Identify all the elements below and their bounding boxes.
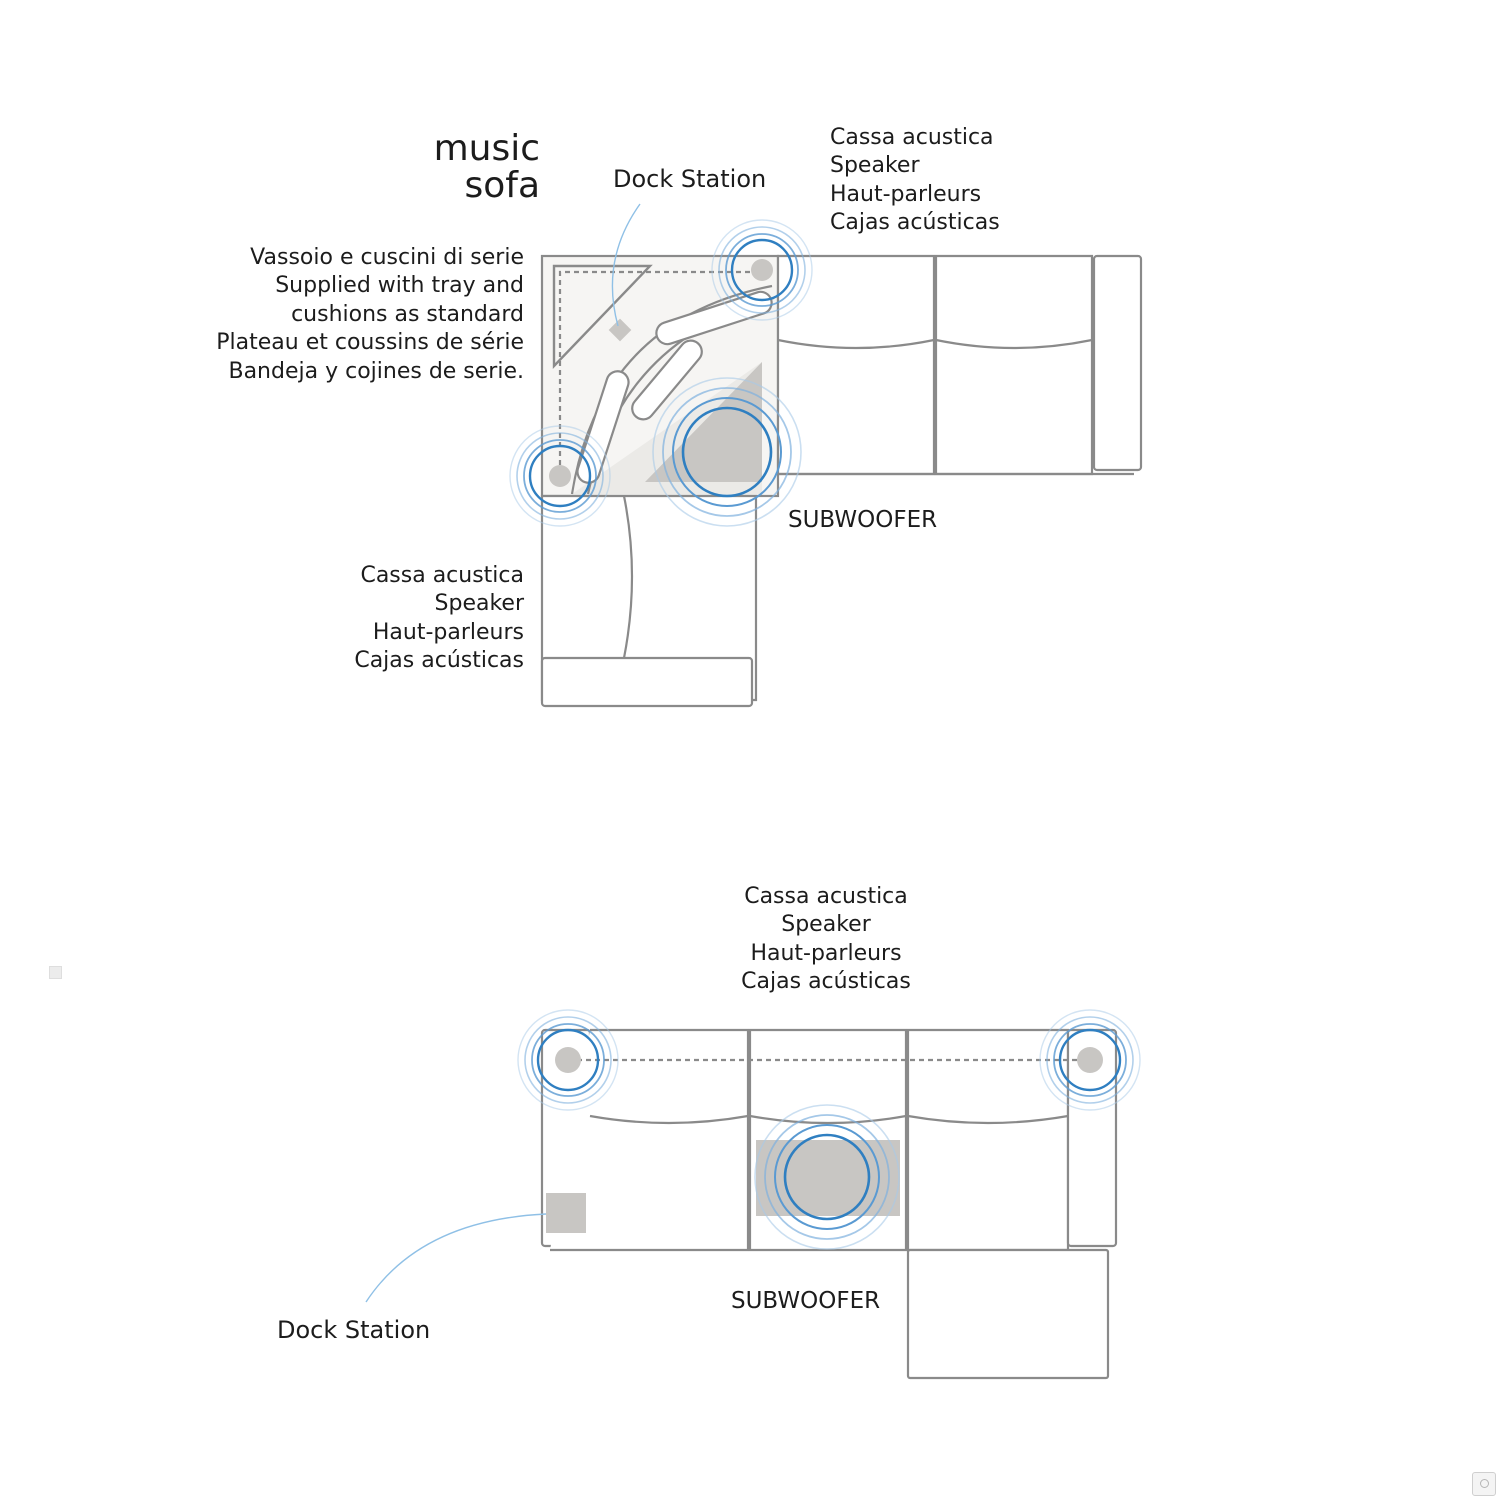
product-title (420, 130, 540, 204)
tray-label: Bandeja y cojines de serie. (228, 358, 524, 384)
dock-label-top: Dock Station (613, 165, 767, 193)
armrest-bottom (542, 658, 752, 706)
speaker-labels-bottom (716, 883, 936, 997)
dock-label-bottom: Dock Station (277, 1316, 431, 1344)
armrest-right (1094, 256, 1141, 470)
speaker-labels-top-left (300, 562, 524, 676)
speaker-label: Speaker (434, 591, 524, 617)
tray-label: cushions as standard (291, 301, 524, 327)
corner-sofa (542, 256, 1141, 706)
seat-3 (908, 1030, 1068, 1250)
speaker-label: Cajas acústicas (830, 210, 1000, 236)
dock-callout-line-bottom (366, 1214, 546, 1302)
seat-right-2 (936, 256, 1092, 474)
tray-label: Plateau et coussins de série (216, 330, 524, 356)
speaker-label: Speaker (830, 153, 920, 179)
logo-icon (1480, 1479, 1489, 1488)
tray-label: Supplied with tray and (275, 273, 524, 299)
tray-labels (190, 244, 524, 386)
speaker-label: Haut-parleurs (830, 181, 982, 207)
title-line-1: music (433, 128, 540, 169)
speaker-label: Cassa acustica (830, 125, 994, 150)
speaker-labels-top-right (830, 124, 1000, 238)
speaker-label: Cajas acústicas (354, 648, 524, 674)
speaker-label: Cassa acustica (744, 884, 908, 909)
tray-label: Vassoio e cuscini di serie (250, 245, 524, 270)
chaise-extension (908, 1250, 1108, 1378)
speaker-label: Speaker (781, 912, 871, 938)
speaker-label: Cajas acústicas (741, 969, 911, 995)
logo-badge (1472, 1472, 1496, 1496)
dock-device-bottom (546, 1193, 586, 1233)
title-line-2: sofa (464, 165, 540, 206)
subwoofer-label-bottom: SUBWOOFER (731, 1288, 881, 1314)
speaker-label: Cassa acustica (360, 563, 524, 588)
speaker-label: Haut-parleurs (750, 940, 902, 966)
subwoofer-label-top: SUBWOOFER (788, 507, 938, 533)
side-marker (49, 966, 62, 979)
speaker-label: Haut-parleurs (372, 619, 524, 645)
